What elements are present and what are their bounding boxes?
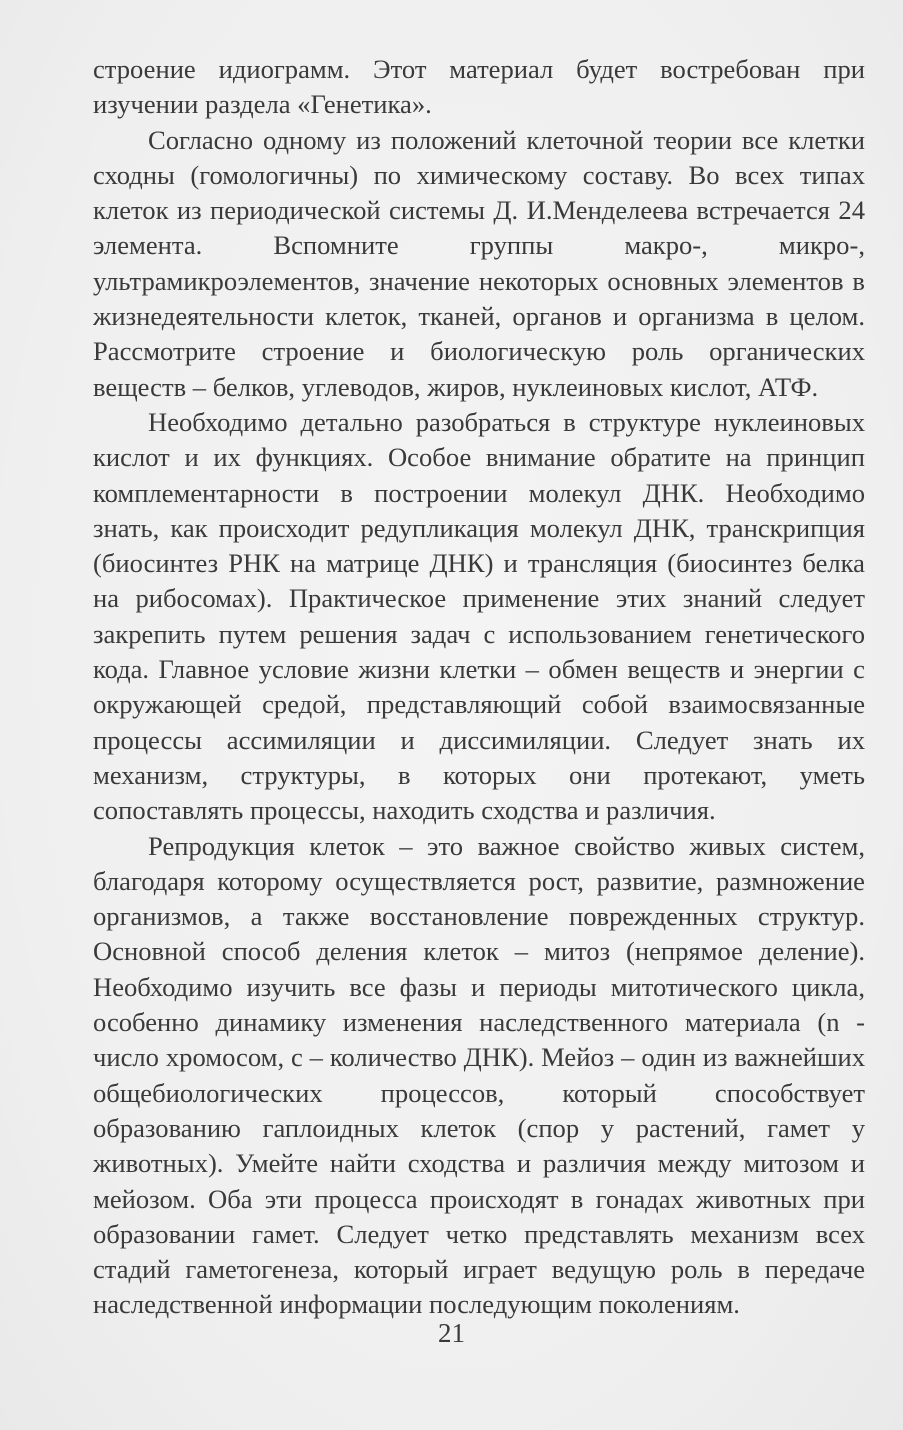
paragraph-1: строение идиограмм. Этот материал будет востребован при изучении раздела «Генетика». (93, 54, 865, 120)
paragraph-4: Репродукция клеток – это важное свойство живых систем, благодаря которому осуществляется рост, развитие, размножение организмов, а также восстановление поврежденных структур. Основной способ деления клеток – митоз (непрямое деление). Необходимо изучить все фазы и периоды митотического цикла, особенно динамику изменения наследственного материала (n - число хромосом, с – количество ДНК). Мейоз – один из важнейших общебиологических процессов, который способствует образованию гаплоидных клеток (спор у растений, гамет у животных). Умейте найти сходства и различия между митозом и мейозом. Оба эти процесса происходят в гонадах животных при образовании гамет. Следует четко представлять механизм всех стадий гаметогенеза, который играет ведущую роль в передаче наследственной информации последующим поколениям. (93, 830, 865, 1320)
page-number: 21 (438, 1318, 465, 1348)
paragraph-3: Необходимо детально разобраться в структуре нуклеиновых кислот и их функциях. Особое внимание обратите на принцип комплементарности в построении молекул ДНК. Необходимо знать, как происходит редупликация молекул ДНК, транскрипция (биосинтез РНК на матрице ДНК) и трансляция (биосинтез белка на рибосомах). Практическое применение этих знаний следует закрепить путем решения задач с использованием генетического кода. Главное условие жизни клетки – обмен веществ и энергии с окружающей средой, представляющий собой взаимосвязанные процессы ассимиляции и диссимиляции. Следует знать их механизм, структуры, в которых они протекают, уметь сопоставлять процессы, находить сходства и различия. (93, 406, 865, 826)
paragraph-2: Согласно одному из положений клеточной теории все клетки сходны (гомологичны) по химическому составу. Во всех типах клеток из периодической системы Д. И.Менделеева встречается 24 элемента. Вспомните группы макро-, микро-, ультрамикроэлементов, значение некоторых основных элементов в жизнедеятельности клеток, тканей, органов и организма в целом. Рассмотрите строение и биологическую роль органических веществ – белков, углеводов, жиров, нуклеиновых кислот, АТФ. (93, 124, 865, 402)
body-text (93, 52, 865, 1323)
